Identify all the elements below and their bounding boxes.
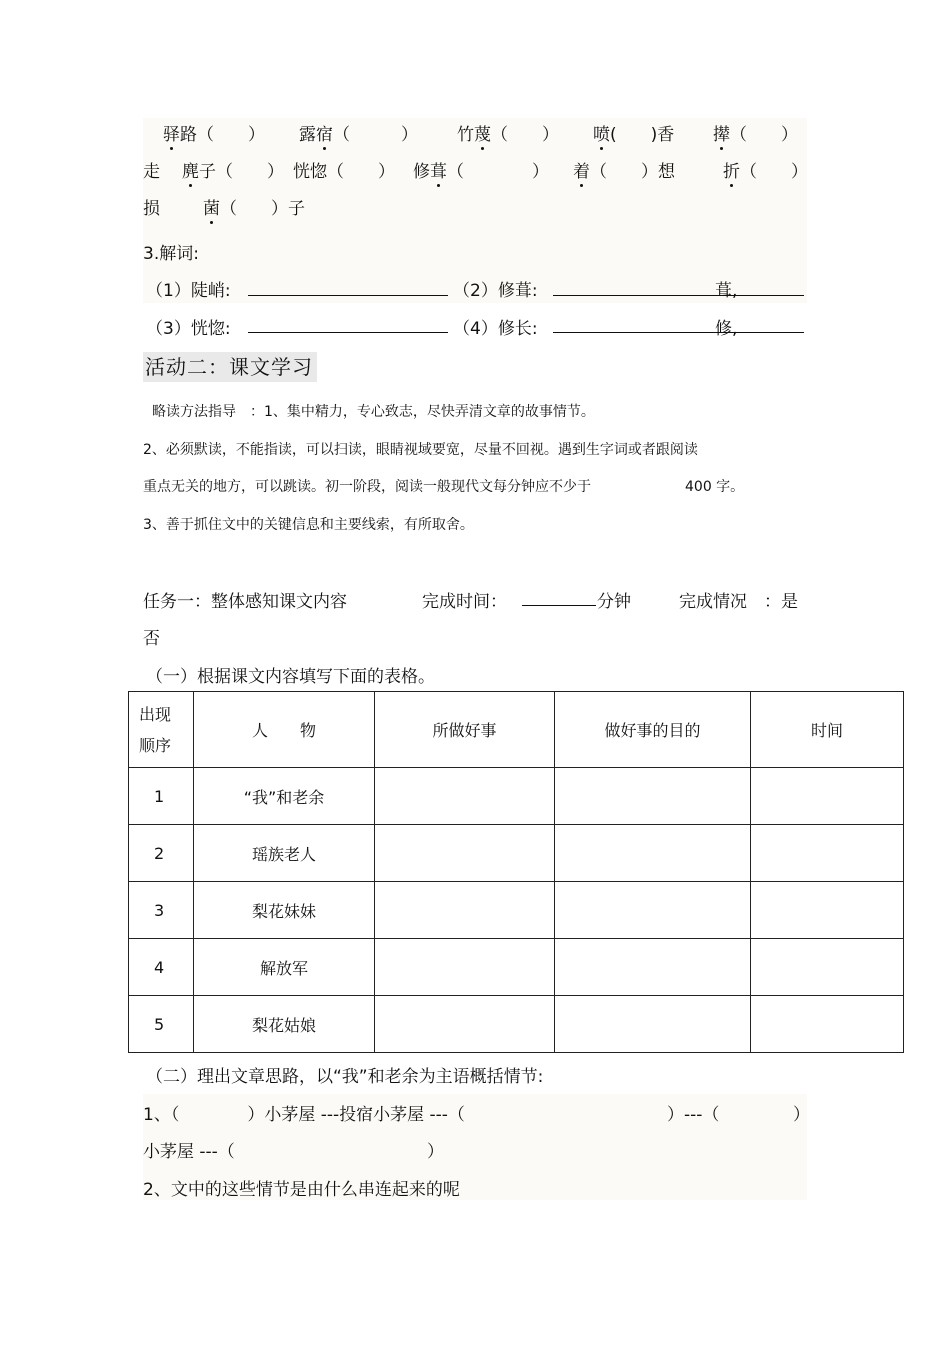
activity2-heading: 活动二：课文学习	[143, 352, 317, 382]
task1-sub1: （一）根据课文内容填写下面的表格。	[146, 667, 435, 687]
outline-line1b: ）---（	[667, 1105, 720, 1125]
vocab-row2-word1: 走	[143, 162, 160, 182]
explain-q4: （4）修长:	[453, 319, 538, 339]
explain-q4-suffix: 修,	[715, 319, 738, 339]
explain-q2: （2）修葺:	[453, 281, 538, 301]
guide-line2: 2、必须默读，不能指读，可以扫读，眼睛视域要宽，尽量不回视。遇到生字词或者跟阅读	[143, 442, 698, 458]
vocab-row2-word2: 麂子（ ）	[182, 157, 284, 182]
explain-q3-blank[interactable]	[248, 332, 448, 333]
task1-title: 任务一：整体感知课文内容	[143, 592, 347, 612]
cell-person: 解放军	[194, 939, 375, 996]
cell-deed[interactable]	[375, 882, 555, 939]
header-person: 人 物	[194, 692, 375, 768]
explain-q1: （1）陡峭:	[146, 281, 231, 301]
header-deed: 所做好事	[375, 692, 555, 768]
vocab-row1-word1: 驿路（ ）	[163, 120, 265, 145]
cell-order: 5	[129, 996, 194, 1053]
cell-order: 4	[129, 939, 194, 996]
cell-order: 3	[129, 882, 194, 939]
cell-person: “我”和老余	[194, 768, 375, 825]
task1-time-unit: 分钟	[597, 592, 631, 612]
header-time: 时间	[751, 692, 904, 768]
table-row	[129, 882, 904, 939]
cell-deed[interactable]	[375, 996, 555, 1053]
cell-time[interactable]	[751, 939, 904, 996]
vocab-row1-word2: 露宿（ ）	[299, 120, 418, 145]
cell-order: 1	[129, 768, 194, 825]
guide-line3b: 400 字。	[685, 479, 745, 495]
events-table	[128, 691, 904, 1053]
explain-q2-suffix: 葺,	[715, 281, 738, 301]
header-purpose: 做好事的目的	[555, 692, 751, 768]
explain-q1-blank[interactable]	[248, 295, 448, 296]
cell-order: 2	[129, 825, 194, 882]
outline-line2b: ）	[427, 1142, 444, 1162]
cell-purpose[interactable]	[555, 882, 751, 939]
explain-q4-blank[interactable]	[553, 332, 804, 333]
cell-time[interactable]	[751, 768, 904, 825]
vocab-row1-word4: 喷( )香	[593, 120, 674, 145]
vocab-row3-word1: 损	[143, 199, 160, 219]
table-row	[129, 768, 904, 825]
cell-time[interactable]	[751, 825, 904, 882]
task1-status-label: 完成情况 ：是	[679, 592, 798, 612]
part2-sub2: （二）理出文章思路，以“我”和老余为主语概括情节:	[146, 1067, 544, 1087]
vocab-row1-word3: 竹蔑（ ）	[457, 120, 559, 145]
table-header-row	[129, 692, 904, 768]
outline-line1a: 1、（ ）小茅屋 ---投宿小茅屋 ---（	[143, 1105, 465, 1125]
cell-person: 瑶族老人	[194, 825, 375, 882]
vocab-row2-word5: 着（ ）想	[573, 157, 675, 182]
vocab-row3-word2: 菌（ ）子	[203, 194, 305, 219]
vocab-row1-word5: 撵（ ）	[713, 120, 798, 145]
cell-deed[interactable]	[375, 825, 555, 882]
cell-purpose[interactable]	[555, 996, 751, 1053]
explain-q3: （3）恍惚:	[146, 319, 231, 339]
cell-time[interactable]	[751, 882, 904, 939]
task1-status-no: 否	[143, 629, 160, 649]
vocab-row2-word4: 修葺（ ）	[413, 157, 549, 182]
cell-time[interactable]	[751, 996, 904, 1053]
outline-q2: 2、文中的这些情节是由什么串连起来的呢	[143, 1180, 460, 1200]
header-order: 出现 顺序	[129, 692, 194, 768]
guide-line4: 3、善于抓住文中的关键信息和主要线索，有所取舍。	[143, 517, 474, 533]
cell-person: 梨花姑娘	[194, 996, 375, 1053]
table-row	[129, 939, 904, 996]
vocab-row2-word6: 折（ ）	[723, 157, 808, 182]
explain-q2-blank[interactable]	[553, 295, 804, 296]
table-row	[129, 996, 904, 1053]
cell-deed[interactable]	[375, 768, 555, 825]
task1-time-blank[interactable]	[522, 605, 596, 606]
explain-title: 3.解词:	[143, 244, 199, 264]
cell-deed[interactable]	[375, 939, 555, 996]
table-row	[129, 825, 904, 882]
guide-line3a: 重点无关的地方，可以跳读。初一阶段，阅读一般现代文每分钟应不少于	[143, 479, 591, 495]
cell-purpose[interactable]	[555, 768, 751, 825]
outline-line1c: ）	[793, 1105, 810, 1125]
task1-time-label: 完成时间：	[422, 592, 507, 612]
cell-purpose[interactable]	[555, 939, 751, 996]
cell-person: 梨花妹妹	[194, 882, 375, 939]
outline-line2a: 小茅屋 ---（	[143, 1142, 235, 1162]
vocab-row2-word3: 恍惚（ ）	[293, 162, 395, 182]
cell-purpose[interactable]	[555, 825, 751, 882]
guide-line1: 略读方法指导 ：1、集中精力，专心致志，尽快弄清文章的故事情节。	[152, 404, 595, 420]
